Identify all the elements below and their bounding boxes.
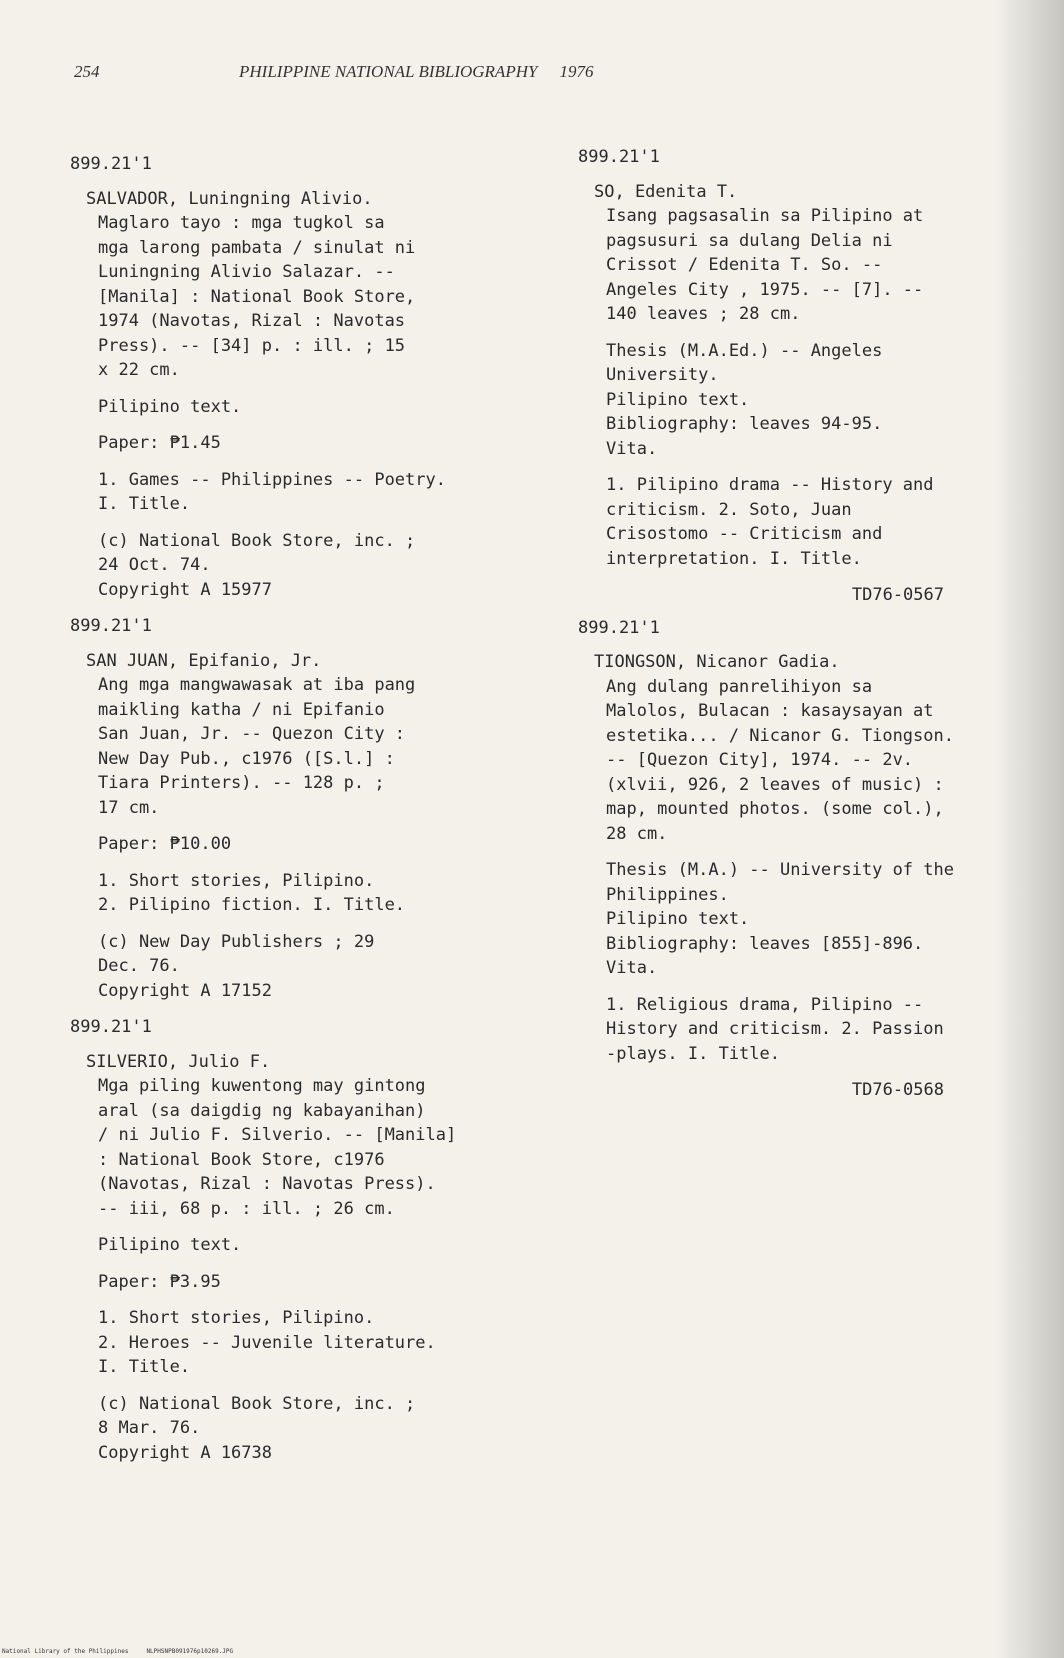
entry-note: 1. Religious drama, Pilipino -- History and criticism. 2. Passion -plays. I. Title. <box>606 994 944 1064</box>
class-number: 899.21'1 <box>70 616 152 636</box>
thesis-number: TD76-0567 <box>851 585 944 605</box>
entry-description: Isang pagsasalin sa Pilipino at pagsusuri sa dulang Delia ni Crissot / Edenita T. So. -- Angeles City , 1975. -- [7]. -- 140 leaves ; 28 cm. <box>606 206 924 324</box>
class-number: 899.21'1 <box>578 617 660 638</box>
running-year: 1976 <box>559 62 594 81</box>
entry-note: (c) National Book Store, inc. ; 24 Oct. 74. Copyright A 15977 <box>98 530 416 600</box>
entry-note: Pilipino text. <box>98 1235 242 1255</box>
running-title: PHILIPPINE NATIONAL BIBLIOGRAPHY <box>239 62 538 81</box>
entry-note: 1. Pilipino drama -- History and criticism. 2. Soto, Juan Crisostomo -- Criticism and interpretation. I. Title. <box>606 475 934 569</box>
page-number: 254 <box>74 62 100 81</box>
class-number: 899.21'1 <box>578 147 660 167</box>
entry-description: Mga piling kuwentong may gintong aral (sa daigdig ng kabayanihan) / ni Julio F. Silverio. -- [Manila] : National Book Store, c1976 (Navotas, Rizal : Navotas Press). -- iii, 68 p. : ill. ; 26 cm. <box>98 1076 457 1219</box>
entry-description: Maglaro tayo : mga tugkol sa mga larong pambata / sinulat ni Luningning Alivio Salazar. -- [Manila] : National Book Store, 1974 (Navotas, Rizal : Navotas Press). -- [34] p. : ill. ; 15 x 22 cm. <box>98 213 416 380</box>
bibliographic-entry <box>72 1015 532 1465</box>
left-column <box>72 152 532 1477</box>
scan-footer <box>2 1648 233 1655</box>
entry-note: Thesis (M.A.) -- University of the Philippines. Pilipino text. Bibliography: leaves [855]-896. Vita. <box>606 860 954 978</box>
entry-note: (c) New Day Publishers ; 29 Dec. 76. Copyright A 17152 <box>98 931 375 1001</box>
entry-description: Ang mga mangwawasak at iba pang maikling katha / ni Epifanio San Juan, Jr. -- Quezon City : New Day Pub., c1976 ([S.l.] : Tiara Printers). -- 128 p. ; 17 cm. <box>98 675 416 818</box>
class-number: 899.21'1 <box>70 1017 152 1037</box>
entry-note: 1. Short stories, Pilipino. 2. Heroes -- Juvenile literature. I. Title. <box>98 1308 436 1377</box>
entry-note: 1. Short stories, Pilipino. 2. Pilipino fiction. I. Title. <box>98 870 406 915</box>
entry-note: Paper: ₱10.00 <box>98 834 232 854</box>
entry-description: Ang dulang panrelihiyon sa Malolos, Bulacan : kasaysayan at estetika... / Nicanor G. Tiongson. -- [Quezon City], 1974. -- 2v. (xlvii, 926, 2 leaves of music) : map, mounted photos. (some col.), 28 cm. <box>606 676 954 844</box>
entry-author: SO, Edenita T. <box>594 181 738 202</box>
entry-author: SALVADOR, Luningning Alivio. <box>86 188 373 209</box>
entry-author: SAN JUAN, Epifanio, Jr. <box>86 650 322 671</box>
entry-note: Pilipino text. <box>98 396 242 417</box>
entry-note: Paper: ₱1.45 <box>98 433 221 453</box>
entry-author: TIONGSON, Nicanor Gadia. <box>594 652 840 672</box>
entry-note: 1. Games -- Philippines -- Poetry. I. Title. <box>98 469 446 514</box>
bibliographic-entry <box>72 614 532 1003</box>
page-header <box>74 62 774 82</box>
entry-note: Paper: ₱3.95 <box>98 1271 221 1292</box>
bibliographic-entry <box>580 145 1040 608</box>
thesis-number: TD76-0568 <box>851 1080 944 1100</box>
class-number: 899.21'1 <box>70 154 152 174</box>
entry-note: (c) National Book Store, inc. ; 8 Mar. 76. Copyright A 16738 <box>98 1393 416 1463</box>
entry-note: Thesis (M.A.Ed.) -- Angeles University. Pilipino text. Bibliography: leaves 94-95. Vita. <box>606 340 883 459</box>
entry-author: SILVERIO, Julio F. <box>86 1051 271 1072</box>
footer-library: National Library of the Philippines <box>2 1648 129 1655</box>
footer-file-id: NLPHSNPB091976p10269.JPG <box>146 1648 234 1655</box>
right-column <box>580 145 1040 1111</box>
bibliographic-entry <box>580 616 1040 1103</box>
bibliographic-entry <box>72 152 532 602</box>
